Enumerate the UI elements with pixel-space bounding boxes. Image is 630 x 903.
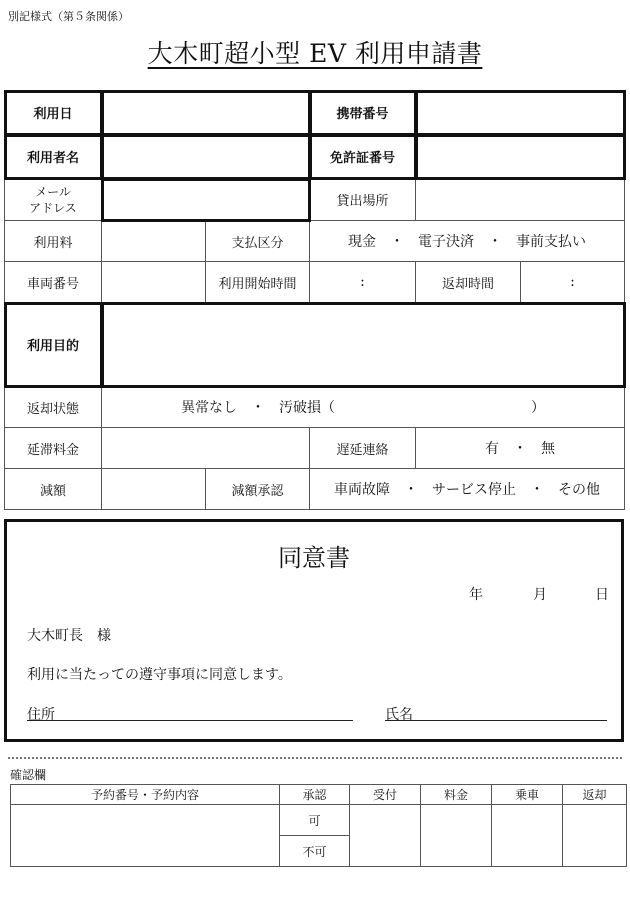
addressee: 大木町長 様 [27,628,111,644]
year-label: 年 [469,587,483,603]
name-line[interactable] [385,720,607,721]
email-label-line2: アドレス [29,200,77,215]
fee-cell[interactable] [421,805,492,867]
discount-label: 減額 [5,469,102,510]
return-status-options[interactable]: 異常なし ・ 汚破損（ ） [102,387,625,428]
payment-type-label: 支払区分 [206,221,310,262]
application-table [4,90,625,510]
address-line[interactable] [27,720,353,721]
email-label [5,179,102,221]
confirm-header-reservation: 予約番号・予約内容 [11,785,280,805]
boarding-cell[interactable] [492,805,563,867]
usage-date-label: 利用日 [5,91,102,135]
email-field[interactable] [102,179,310,221]
return-status-label: 返却状態 [5,387,102,428]
vehicle-no-label: 車両番号 [5,262,102,303]
phone-label: 携帯番号 [310,91,416,135]
phone-field[interactable] [416,91,625,135]
usage-date-field[interactable] [102,91,310,135]
confirm-header-reception: 受付 [350,785,421,805]
address-label: 住所 [27,707,55,723]
license-field[interactable] [416,135,625,179]
day-label: 日 [595,587,609,603]
pickup-label: 貸出場所 [310,179,416,221]
cut-line [8,757,622,759]
return-time-field[interactable]: : [521,262,625,303]
start-time-label: 利用開始時間 [206,262,310,303]
name-label: 氏名 [385,707,413,723]
confirm-header-fee: 料金 [421,785,492,805]
purpose-label: 利用目的 [5,303,102,387]
discount-field[interactable] [102,469,206,510]
form-note: 別記様式（第５条関係） [8,10,129,23]
consent-title: 同意書 [278,544,350,572]
license-label: 免許証番号 [310,135,416,179]
confirm-header-boarding: 乗車 [492,785,563,805]
discount-approval-label: 減額承認 [206,469,310,510]
late-contact-options[interactable]: 有 ・ 無 [416,428,625,469]
fee-label: 利用料 [5,221,102,262]
reservation-cell[interactable] [11,805,280,867]
pickup-field[interactable] [416,179,625,221]
confirm-header-return: 返却 [563,785,627,805]
fee-field[interactable] [102,221,206,262]
confirm-header-approval: 承認 [280,785,350,805]
reject-cell[interactable]: 不可 [280,836,350,867]
consent-statement: 利用に当たっての遵守事項に同意します。 [27,667,292,683]
confirm-label: 確認欄 [10,768,47,782]
approve-cell[interactable]: 可 [280,805,350,836]
confirm-table [10,784,627,867]
purpose-field[interactable] [102,303,625,387]
return-time-label: 返却時間 [416,262,521,303]
user-name-field[interactable] [102,135,310,179]
start-time-field[interactable]: : [310,262,416,303]
reception-cell[interactable] [350,805,421,867]
vehicle-no-field[interactable] [102,262,206,303]
month-label: 月 [533,587,547,603]
late-fee-label: 延滞料金 [5,428,102,469]
discount-options[interactable]: 車両故障 ・ サービス停止 ・ その他 [310,469,625,510]
return-cell[interactable] [563,805,627,867]
late-fee-field[interactable] [102,428,310,469]
consent-box [4,519,624,742]
email-label-line1: メール [35,184,71,199]
late-contact-label: 遅延連絡 [310,428,416,469]
user-name-label: 利用者名 [5,135,102,179]
page-title: 大木町超小型 EV 利用申請書 [147,39,483,68]
payment-options[interactable]: 現金 ・ 電子決済 ・ 事前支払い [310,221,625,262]
